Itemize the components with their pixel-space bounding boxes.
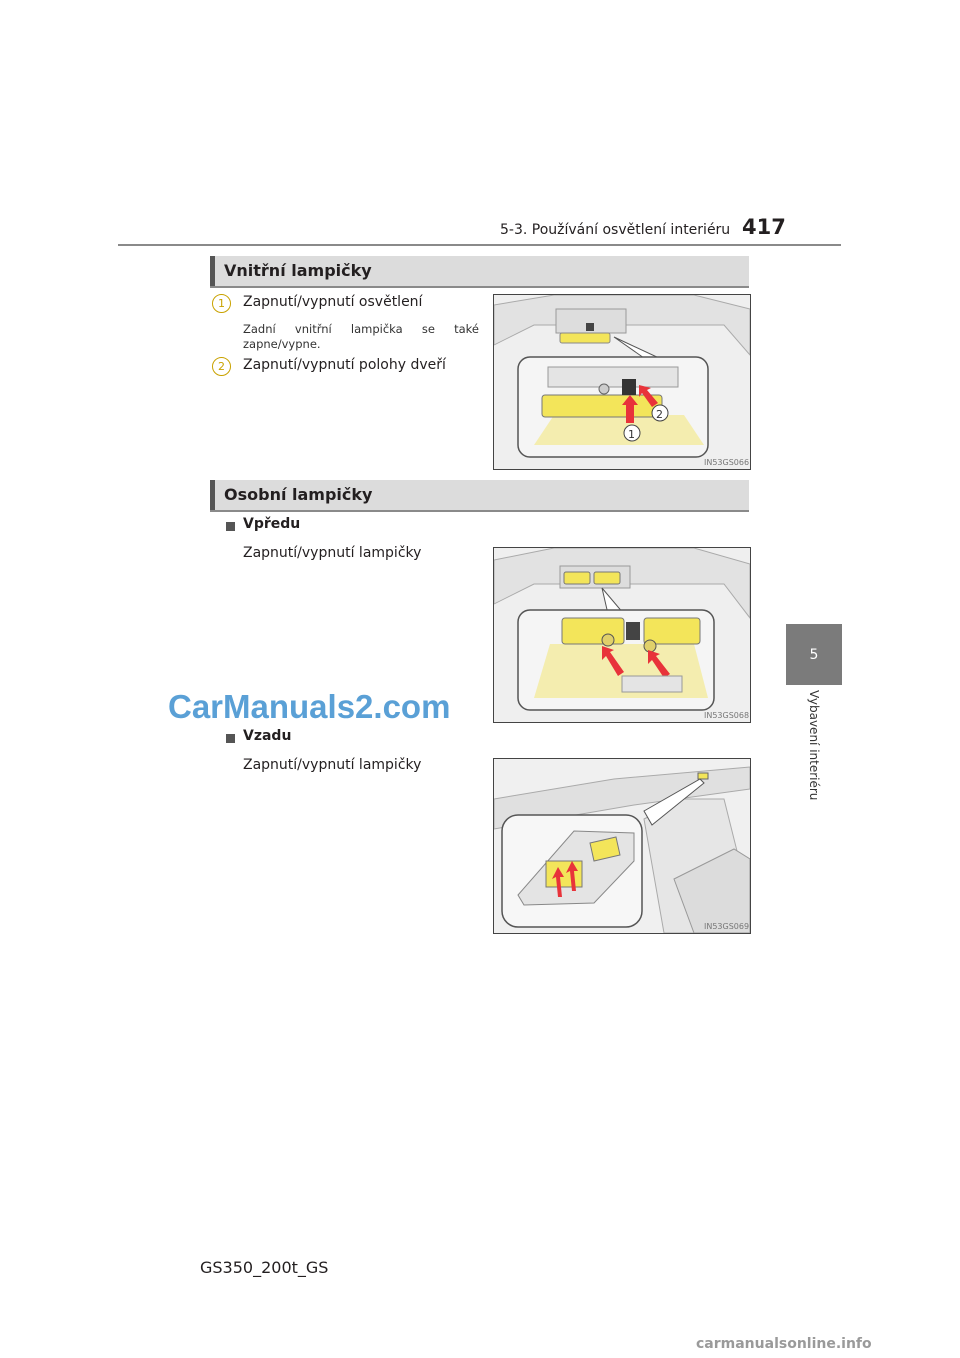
- item-note: Zadní vnitřní lampička se také zapne/vypne.: [243, 322, 479, 351]
- section-bar-interior-lights: [210, 256, 749, 288]
- square-bullet-icon: [226, 734, 235, 743]
- section-title: Osobní lampičky: [224, 485, 373, 504]
- subheading-rear: Vzadu: [243, 728, 292, 744]
- section-header-title: 5-3. Používání osvětlení interiéru: [500, 222, 731, 238]
- figure-code: IN53GS066: [704, 458, 750, 467]
- watermark-logo: CarManuals2.com: [168, 688, 451, 725]
- section-bar-accent: [210, 480, 215, 510]
- section-title: Vnitřní lampičky: [224, 261, 372, 280]
- svg-text:2: 2: [656, 408, 663, 421]
- section-bar-personal-lights: [210, 480, 749, 512]
- square-bullet-icon: [226, 522, 235, 531]
- rear-cabin-illustration: [494, 759, 750, 933]
- figure-code: IN53GS069: [704, 922, 750, 931]
- page-number: 417: [742, 215, 786, 239]
- figure-front-lights: [493, 547, 751, 723]
- section-bar-accent: [210, 256, 215, 286]
- footer-model-code: GS350_200t_GS: [200, 1258, 329, 1277]
- item-text: Zapnutí/vypnutí polohy dveří: [243, 357, 446, 373]
- item-text: Zapnutí/vypnutí lampičky: [243, 757, 422, 773]
- chapter-tab: [786, 624, 842, 685]
- overhead-console-illustration: [494, 295, 750, 469]
- item-text: Zapnutí/vypnutí lampičky: [243, 545, 422, 561]
- svg-text:1: 1: [628, 428, 635, 441]
- figure-interior-lights: [493, 294, 751, 470]
- subheading-front: Vpředu: [243, 516, 301, 532]
- callout-number-2: 2: [212, 357, 231, 376]
- figure-rear-lights: [493, 758, 751, 934]
- bottom-watermark: carmanualsonline.info: [696, 1336, 872, 1352]
- front-console-illustration: [494, 548, 750, 722]
- item-text: Zapnutí/vypnutí osvětlení: [243, 294, 423, 310]
- chapter-title: Vybavení interiéru: [807, 690, 821, 801]
- callout-number-1: 1: [212, 294, 231, 313]
- header-rule: [118, 244, 841, 246]
- chapter-number: 5: [809, 646, 819, 663]
- figure-code: IN53GS068: [704, 711, 750, 720]
